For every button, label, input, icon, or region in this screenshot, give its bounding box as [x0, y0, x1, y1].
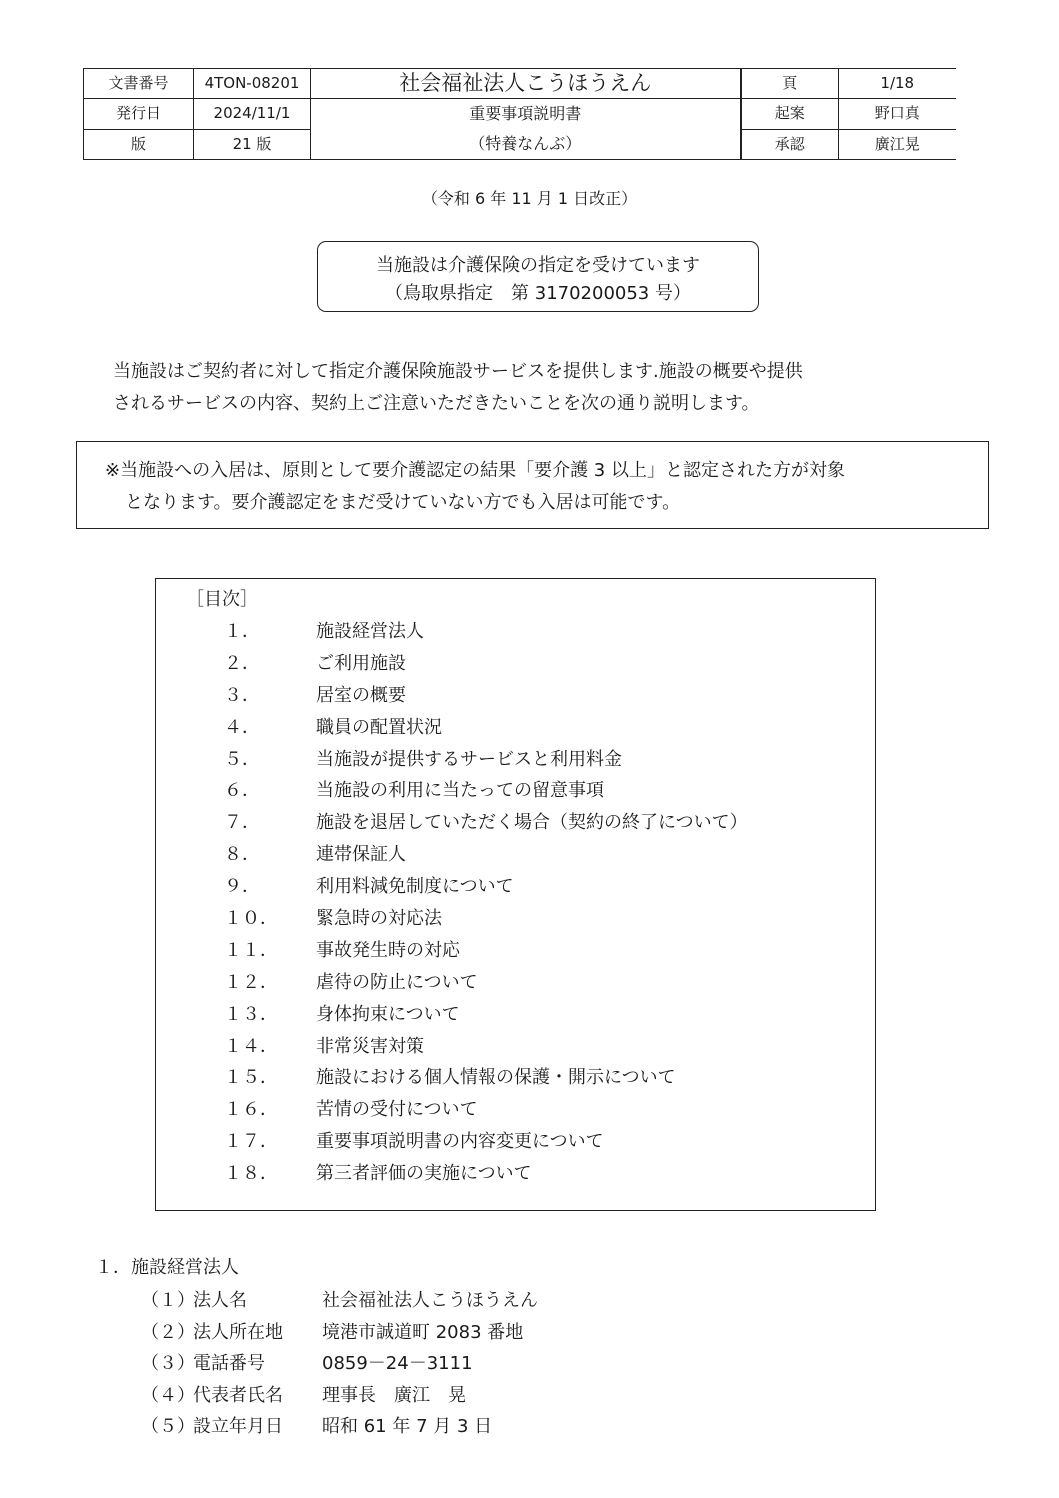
info-item-number: （１）	[141, 1290, 195, 1311]
page-label: 頁	[741, 69, 839, 99]
info-item-number: （３）	[141, 1353, 195, 1374]
toc-item-number: ５．	[224, 748, 260, 770]
toc-item-number: １３．	[224, 1003, 278, 1025]
page-value: 1/18	[839, 69, 956, 99]
toc-item-label: 施設における個人情報の保護・開示について	[316, 1067, 676, 1089]
toc-item-label: 職員の配置状況	[316, 716, 442, 738]
toc-item-label: 施設経営法人	[316, 621, 424, 642]
toc-item	[156, 1123, 875, 1155]
designation-line2: （鳥取県指定 第 3170200053 号）	[385, 283, 691, 304]
toc-item-label: 施設を退居していただく場合（契約の終了について）	[316, 812, 748, 834]
document-header-table	[83, 68, 956, 160]
toc-item	[156, 772, 875, 804]
toc-item-label: 当施設の利用に当たっての留意事項	[316, 780, 604, 802]
toc-item-number: １５．	[224, 1067, 278, 1089]
section-heading: １．施設経営法人	[95, 1257, 239, 1278]
draft-value: 野口真	[839, 99, 956, 130]
toc-item-label: 重要事項説明書の内容変更について	[316, 1131, 604, 1153]
approve-value: 廣江晃	[839, 129, 956, 160]
toc-item-label: ご利用施設	[316, 652, 406, 674]
toc-item	[156, 1155, 875, 1187]
info-item-key: 法人名	[193, 1290, 247, 1311]
toc-item	[156, 868, 875, 900]
toc-item-number: １０．	[224, 908, 278, 930]
toc-item	[156, 645, 875, 677]
info-item-key: 電話番号	[193, 1353, 265, 1374]
toc-item-label: 第三者評価の実施について	[316, 1163, 532, 1185]
toc-item-label: 利用料減免制度について	[316, 876, 514, 898]
toc-item	[156, 964, 875, 996]
toc-item	[156, 741, 875, 773]
list-item	[141, 1410, 741, 1442]
info-item-value: 理事長 廣江 晃	[322, 1384, 466, 1406]
toc-item-label: 非常災害対策	[316, 1035, 424, 1057]
intro-line2: されるサービスの内容、契約上ご注意いただきたいことを次の通り説明します。	[113, 393, 760, 414]
info-item-key: 設立年月日	[193, 1416, 283, 1437]
list-item	[141, 1379, 741, 1411]
doc-number-label: 文書番号	[84, 69, 194, 99]
info-item-number: （４）	[141, 1384, 195, 1406]
edition-value: 21 版	[194, 129, 311, 160]
toc-item	[156, 709, 875, 741]
doc-title	[311, 99, 741, 160]
revision-date: （令和 6 年 11 月 1 日改正）	[421, 189, 638, 208]
toc-item	[156, 1028, 875, 1060]
toc-item-label: 当施設が提供するサービスと利用料金	[316, 748, 622, 770]
list-item	[141, 1347, 741, 1379]
admission-note-box	[76, 441, 989, 529]
toc-item	[156, 932, 875, 964]
list-item	[141, 1284, 741, 1316]
info-item-value: 0859－24－3111	[322, 1353, 473, 1374]
intro-line1: 当施設はご契約者に対して指定介護保険施設サービスを提供します.施設の概要や提供	[113, 361, 803, 382]
info-item-value: 社会福祉法人こうほうえん	[322, 1290, 538, 1311]
doc-number-value: 4TON-08201	[194, 69, 311, 99]
list-item	[141, 1316, 741, 1348]
info-item-value: 昭和 61 年 7 月 3 日	[322, 1416, 493, 1437]
toc-item	[156, 836, 875, 868]
org-name: 社会福祉法人こうほうえん	[311, 69, 741, 99]
toc-item-label: 緊急時の対応法	[316, 908, 442, 930]
toc-item-number: ２．	[224, 652, 260, 674]
note-line2: となります。要介護認定をまだ受けていない方でも入居は可能です。	[125, 492, 681, 513]
doc-title-line1: 重要事項説明書	[469, 104, 582, 123]
info-item-value: 境港市誠道町 2083 番地	[322, 1321, 524, 1343]
issue-date-label: 発行日	[84, 99, 194, 130]
approve-label: 承認	[741, 129, 839, 160]
toc-item-label: 身体拘束について	[316, 1003, 460, 1025]
toc-item-number: １７．	[224, 1131, 278, 1153]
info-item-number: （２）	[141, 1321, 195, 1343]
toc-item	[156, 804, 875, 836]
corporation-info-list	[141, 1284, 741, 1442]
designation-line1: 当施設は介護保険の指定を受けています	[376, 255, 700, 276]
intro-paragraph	[113, 356, 803, 420]
toc-item-number: １２．	[224, 971, 278, 993]
toc-item	[156, 996, 875, 1028]
toc-title: ［目次］	[186, 589, 258, 610]
designation-box	[317, 241, 759, 312]
toc-item-number: ４．	[224, 716, 260, 738]
toc-item-label: 居室の概要	[316, 684, 406, 706]
info-item-key: 代表者氏名	[193, 1384, 283, 1406]
toc-item-number: １６．	[224, 1099, 278, 1121]
toc-item-label: 事故発生時の対応	[316, 939, 460, 961]
toc-item	[156, 900, 875, 932]
toc-item-label: 連帯保証人	[316, 844, 406, 866]
toc-item-number: ６．	[224, 780, 260, 802]
info-item-key: 法人所在地	[193, 1321, 283, 1343]
toc-item-number: ７．	[224, 812, 260, 834]
toc-item-number: １４．	[224, 1035, 278, 1057]
note-line1: ※当施設への入居は、原則として要介護認定の結果「要介護 3 以上」と認定された方が対象	[105, 460, 845, 481]
toc-item-label: 虐待の防止について	[316, 971, 478, 993]
doc-title-line2: （特養なんぶ）	[469, 134, 582, 153]
info-item-number: （５）	[141, 1416, 195, 1437]
toc-item-number: １８．	[224, 1163, 278, 1185]
toc-item-number: １．	[224, 621, 260, 642]
toc-item	[156, 1059, 875, 1091]
toc-list	[156, 613, 875, 1187]
table-of-contents	[155, 578, 876, 1211]
toc-item-number: ８．	[224, 844, 260, 866]
toc-item	[156, 677, 875, 709]
edition-label: 版	[84, 129, 194, 160]
draft-label: 起案	[741, 99, 839, 130]
toc-item-number: ９．	[224, 876, 260, 898]
toc-item	[156, 613, 875, 645]
toc-item	[156, 1091, 875, 1123]
issue-date-value: 2024/11/1	[194, 99, 311, 130]
toc-item-number: ３．	[224, 684, 260, 706]
toc-item-number: １１．	[224, 939, 278, 961]
toc-item-label: 苦情の受付について	[316, 1099, 478, 1121]
